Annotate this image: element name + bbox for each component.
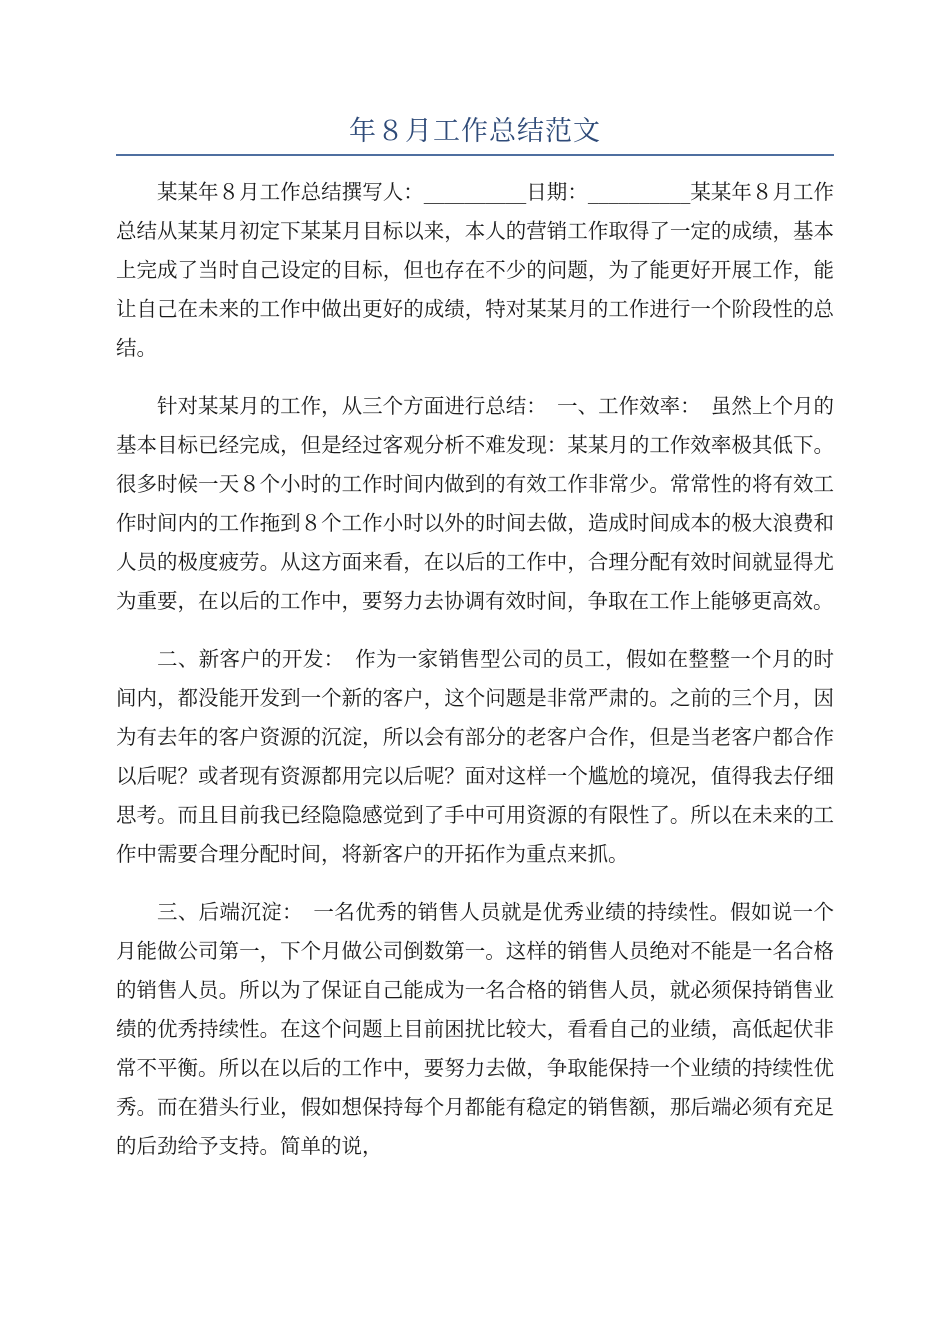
paragraph-new-clients: 二、新客户的开发： 作为一家销售型公司的员工，假如在整整一个月的时间内，都没能开发到一个新的客户，这个问题是非常严肃的。之前的三个月，因为有去年的客户资源的沉淀，所以会有部分的老客户合作，但是当老客户都合作以后呢？或者现有资源都用完以后呢？面对这样一个尴尬的境况，值得我去仔细思考。而且目前我已经隐隐感觉到了手中可用资源的有限性了。所以在未来的工作中需要合理分配时间，将新客户的开拓作为重点来抓。 <box>116 647 834 866</box>
paragraph-backend: 三、后端沉淀： 一名优秀的销售人员就是优秀业绩的持续性。假如说一个月能做公司第一，下个月做公司倒数第一。这样的销售人员绝对不能是一名合格的销售人员。所以为了保证自己能成为一名合格的销售人员，就必须保持销售业绩的优秀持续性。在这个问题上目前困扰比较大，看看自己的业绩，高低起伏非常不平衡。所以在以后的工作中，要努力去做，争取能保持一个业绩的持续性优秀。而在猎头行业，假如想保持每个月都能有稳定的销售额，那后端必须有充足的后劲给予支持。简单的说， <box>116 900 834 1158</box>
title-underline <box>116 154 834 156</box>
document-title: 年８月工作总结范文 <box>349 116 601 147</box>
paragraph-work-efficiency: 针对某某月的工作，从三个方面进行总结： 一、工作效率： 虽然上个月的基本目标已经完成，但是经过客观分析不难发现：某某月的工作效率极其低下。很多时候一天８个小时的工作时间内做到的有效工作非常少。常常性的将有效工作时间内的工作拖到８个工作小时以外的时间去做，造成时间成本的极大浪费和人员的极度疲劳。从这方面来看，在以后的工作中，合理分配有效时间就显得尤为重要，在以后的工作中，要努力去协调有效时间，争取在工作上能够更高效。 <box>116 394 834 613</box>
paragraph-intro: 某某年８月工作总结撰写人：__________日期：__________某某年８月工作总结从某某月初定下某某月目标以来，本人的营销工作取得了一定的成绩，基本上完成了当时自己设定的目标，但也存在不少的问题，为了能更好开展工作，能让自己在未来的工作中做出更好的成绩，特对某某月的工作进行一个阶段性的总结。 <box>116 180 834 360</box>
document-body <box>116 173 834 1185</box>
